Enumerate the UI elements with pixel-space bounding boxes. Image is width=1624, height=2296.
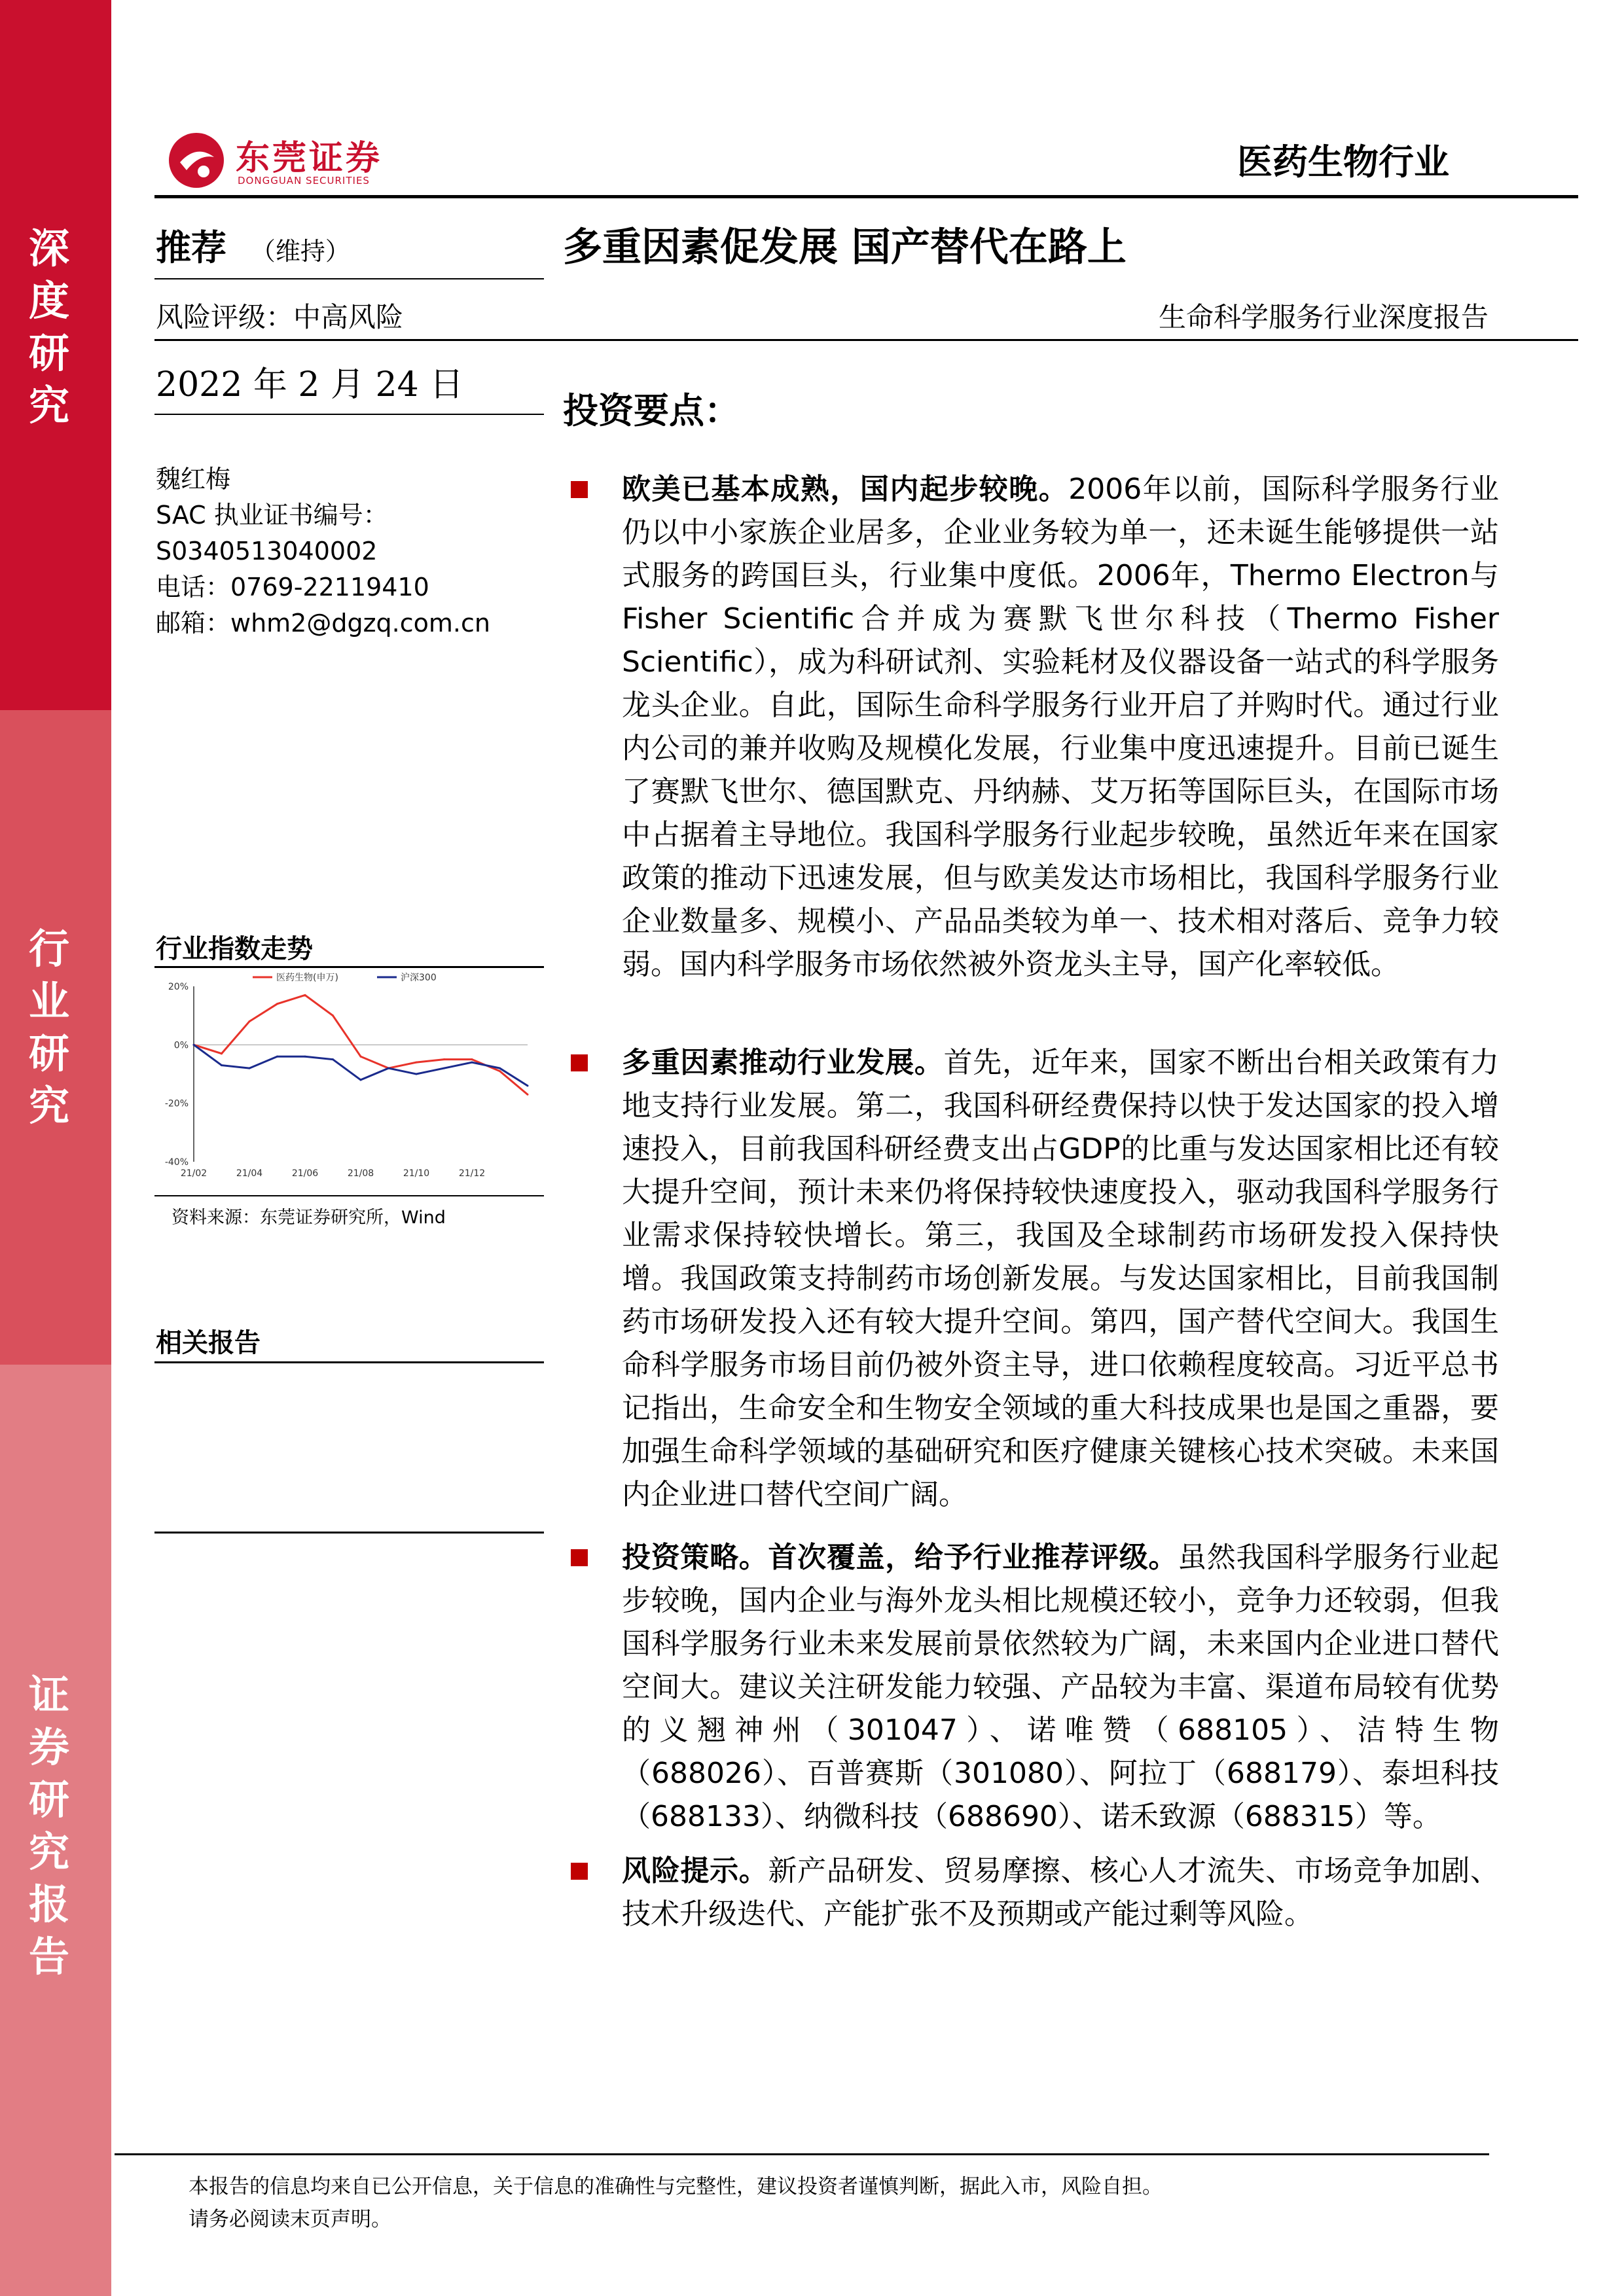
footer-line-2: 请务必阅读末页声明。 xyxy=(189,2208,391,2231)
x-tick-label: 21/12 xyxy=(458,1168,486,1179)
chart-source: 资料来源：东莞证券研究所，Wind xyxy=(171,1208,446,1228)
side-label-depth-research: 深 度 研 究 xyxy=(28,224,69,429)
data-point xyxy=(499,1070,501,1072)
chart-bottom-rule xyxy=(154,1195,544,1196)
data-point xyxy=(221,1064,223,1066)
data-point xyxy=(388,1067,389,1069)
rating-value: 推荐 xyxy=(156,227,226,268)
sac-label: SAC 执业证书编号： xyxy=(156,501,388,529)
y-tick-label: 0% xyxy=(173,1040,189,1051)
title-rule-left xyxy=(154,278,544,279)
footer-disclaimer xyxy=(189,2170,1163,2236)
analyst-email: 邮箱：whm2@dgzq.com.cn xyxy=(156,609,490,637)
bullet-icon xyxy=(571,1549,588,1566)
data-point xyxy=(471,1058,473,1060)
report-title: 多重因素促发展 国产替代在路上 xyxy=(563,224,1127,270)
related-bottom-rule xyxy=(154,1532,544,1534)
data-point xyxy=(360,1056,362,1058)
related-heading-rule xyxy=(154,1361,544,1363)
industry-title: 医药生物行业 xyxy=(1237,141,1449,183)
data-point xyxy=(276,1056,278,1058)
data-point xyxy=(416,1062,418,1064)
points-heading: 投资要点： xyxy=(563,390,740,431)
y-tick-label: -20% xyxy=(164,1098,189,1109)
data-point xyxy=(249,1020,251,1022)
paragraph-risk-lead: 风险提示。 xyxy=(622,1854,768,1888)
paragraph-maturity-body: 2006年以前，国际科学服务行业仍以中小家族企业居多，企业业务较为单一，还未诞生能够提供一站式服务的跨国巨头，行业集中度低。2006年，Thermo Electron与Fisher Scientific合并成为赛默飞世尔科技（Thermo Fisher Scientific），成为科研试剂、实验耗材及仪器设备一站式的科学服务龙头企业。自此，国际生命科学服务行业开启了并购时代。通过行业内公司的兼并收购及规模化发展，行业集中度迅速提升。目前已诞生了赛默飞世尔、德国默克、丹纳赫、艾万拓等国际巨头，在国际市场中占据着主导地位。我国科学服务行业起步较晚，虽然近年来在国家政策的推动下迅速发展，但与欧美发达市场相比，我国科学服务行业企业数量多、规模小、产品品类较为单一、技术相对落后、竞争力较弱。国内科学服务市场依然被外资龙头主导，国产化率较低。 xyxy=(622,473,1499,981)
bullet-icon xyxy=(571,1863,588,1880)
x-tick-label: 21/02 xyxy=(180,1168,208,1179)
data-point xyxy=(221,1052,223,1054)
subtitle-rule xyxy=(154,339,1578,341)
y-tick-label: 20% xyxy=(168,982,189,992)
report-subtitle: 生命科学服务行业深度报告 xyxy=(1159,301,1489,333)
legend-label: 医药生物(申万) xyxy=(276,973,338,983)
risk-rating: 风险评级：中高风险 xyxy=(156,301,404,333)
data-point xyxy=(193,1044,195,1046)
side-label-securities-report: 证 券 研 究 报 告 xyxy=(28,1671,69,1981)
data-point xyxy=(416,1073,418,1075)
data-point xyxy=(471,1062,473,1064)
analyst-info xyxy=(156,461,490,641)
sac-number: S0340513040002 xyxy=(156,537,378,565)
logo-mark-icon xyxy=(167,131,226,190)
date-rule xyxy=(154,414,544,415)
side-label-industry-research: 行 业 研 究 xyxy=(28,925,69,1130)
rating-label xyxy=(156,220,350,270)
legend-label: 沪深300 xyxy=(401,973,437,983)
data-point xyxy=(304,1056,306,1058)
data-point xyxy=(276,1003,278,1005)
data-point xyxy=(443,1058,445,1060)
footer-rule xyxy=(115,2153,1489,2155)
paragraph-risk-body: 新产品研发、贸易摩擦、核心人才流失、市场竞争加剧、技术升级迭代、产能扩张不及预期或产能过剩等风险。 xyxy=(622,1854,1500,1931)
data-point xyxy=(249,1067,251,1069)
x-tick-label: 21/04 xyxy=(236,1168,263,1179)
x-tick-label: 21/06 xyxy=(291,1168,319,1179)
data-point xyxy=(332,1014,334,1016)
company-logo xyxy=(167,128,416,193)
y-tick-label: -40% xyxy=(164,1157,189,1168)
data-point xyxy=(499,1067,501,1069)
chart-heading-rule xyxy=(154,966,544,968)
data-point xyxy=(304,994,306,996)
paragraph-maturity xyxy=(622,468,1499,986)
paragraph-drivers xyxy=(622,1041,1499,1516)
paragraph-maturity-lead: 欧美已基本成熟，国内起步较晚。 xyxy=(622,473,1069,506)
paragraph-strategy-body: 虽然我国科学服务行业起步较晚，国内企业与海外龙头相比规模还较小，竞争力还较弱，但我国科学服务行业未来发展前景依然较为广阔，未来国内企业进口替代空间大。建议关注研发能力较强、产品较为丰富、渠道布局较有优势的义翘神州（301047）、诺唯赞（688105）、洁特生物（688026）、百普赛斯（301080）、阿拉丁（688179）、泰坦科技（688133）、纳微科技（688690）、诺禾致源（688315）等。 xyxy=(622,1541,1500,1833)
paragraph-strategy-lead: 投资策略。首次覆盖，给予行业推荐评级。 xyxy=(622,1541,1178,1574)
analyst-phone: 电话：0769-22119410 xyxy=(156,573,429,601)
data-point xyxy=(360,1079,362,1081)
rating-sub: （维持） xyxy=(250,237,350,266)
x-tick-label: 21/08 xyxy=(347,1168,374,1179)
logo-name-cn: 东莞证券 xyxy=(236,138,383,178)
footer-line-1: 本报告的信息均来自已公开信息，关于信息的准确性与完整性，建议投资者谨慎判断，据此入市，风险自担。 xyxy=(189,2175,1163,2198)
bullet-icon xyxy=(571,1054,588,1071)
paragraph-drivers-body: 首先，近年来，国家不断出台相关政策有力地支持行业发展。第二，我国科研经费保持以快于发达国家的投入增速投入，目前我国科研经费支出占GDP的比重与发达国家相比还有较大提升空间，预计未来仍将保持较快速度投入，驱动我国科学服务行业需求保持较快增长。第三，我国及全球制药市场研发投入保持快增。我国政策支持制药市场创新发展。与发达国家相比，目前我国制药市场研发投入还有较大提升空间。第四，国产替代空间大。我国生命科学服务市场目前仍被外资主导，进口依赖程度较高。习近平总书记指出，生命安全和生物安全领域的重大科技成果也是国之重器，要加强生命科学领域的基础研究和医疗健康关键核心技术突破。未来国内企业进口替代空间广阔。 xyxy=(622,1046,1500,1511)
data-point xyxy=(527,1094,529,1096)
report-date: 2022 年 2 月 24 日 xyxy=(156,365,464,404)
data-point xyxy=(443,1067,445,1069)
header-rule xyxy=(154,195,1578,198)
chart-heading: 行业指数走势 xyxy=(156,934,313,964)
logo-name-en: DONGGUAN SECURITIES xyxy=(238,175,370,187)
x-tick-label: 21/10 xyxy=(403,1168,430,1179)
paragraph-drivers-lead: 多重因素推动行业发展。 xyxy=(622,1046,944,1079)
data-point xyxy=(332,1058,334,1060)
industry-index-chart xyxy=(154,972,547,1194)
analyst-name: 魏红梅 xyxy=(156,465,231,493)
paragraph-risk xyxy=(622,1850,1499,1936)
paragraph-strategy xyxy=(622,1536,1499,1839)
data-point xyxy=(527,1085,529,1086)
related-reports-heading: 相关报告 xyxy=(156,1328,261,1358)
bullet-icon xyxy=(571,481,588,498)
